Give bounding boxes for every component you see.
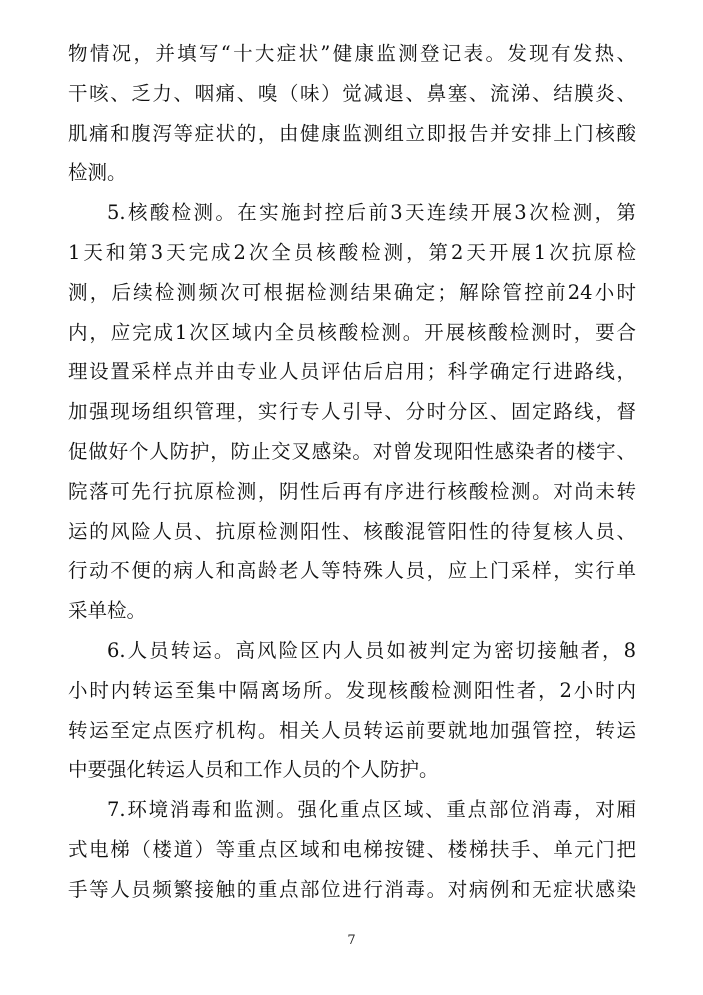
paragraph-personnel-transfer	[68, 631, 636, 790]
paragraph-nucleic-acid-testing	[68, 193, 636, 631]
text-line: 理设置采样点并由专业人员评估后启用；科学确定行进路线，	[68, 360, 636, 384]
paragraph-disinfection-monitoring	[68, 790, 636, 909]
text-line: 干咳、乏力、咽痛、嗅（味）觉减退、鼻塞、流涕、结膜炎、	[68, 81, 636, 105]
text-line: 转运至定点医疗机构。相关人员转运前要就地加强管控，转运	[68, 718, 636, 742]
text-line: 行动不便的病人和高龄老人等特殊人员，应上门采样，实行单	[68, 559, 636, 583]
text-line: 肌痛和腹泻等症状的，由健康监测组立即报告并安排上门核酸	[68, 121, 636, 145]
paragraph-health-monitoring	[68, 34, 636, 193]
text-line: 测，后续检测频次可根据检测结果确定；解除管控前24小时	[68, 280, 636, 304]
text-line: 7.环境消毒和监测。强化重点区域、重点部位消毒，对厢	[107, 798, 636, 822]
text-line: 小时内转运至集中隔离场所。发现核酸检测阳性者，2小时内	[68, 678, 636, 702]
text-line: 物情况，并填写“十大症状”健康监测登记表。发现有发热、	[68, 42, 636, 65]
text-line: 6.人员转运。高风险区内人员如被判定为密切接触者，8	[107, 638, 636, 662]
text-line: 手等人员频繁接触的重点部位进行消毒。对病例和无症状感染	[68, 877, 636, 901]
text-line: 检测。	[68, 161, 127, 185]
text-line: 院落可先行抗原检测，阴性后再有序进行核酸检测。对尚未转	[68, 479, 636, 503]
text-line: 内，应完成1次区域内全员核酸检测。开展核酸检测时，要合	[68, 320, 636, 344]
text-line: 1天和第3天完成2次全员核酸检测，第2天开展1次抗原检	[68, 240, 636, 264]
page-number: 7	[347, 933, 356, 948]
document-body	[68, 34, 636, 910]
text-line: 采单检。	[68, 599, 147, 623]
text-line: 式电梯（楼道）等重点区域和电梯按键、楼梯扶手、单元门把	[68, 837, 636, 861]
text-line: 加强现场组织管理，实行专人引导、分时分区、固定路线，督	[68, 400, 636, 424]
text-line: 中要强化转运人员和工作人员的个人防护。	[68, 758, 439, 782]
text-line: 促做好个人防护，防止交叉感染。对曾发现阳性感染者的楼宇、	[68, 439, 636, 463]
text-line: 5.核酸检测。在实施封控后前3天连续开展3次检测，第	[107, 201, 636, 225]
text-line: 运的风险人员、抗原检测阳性、核酸混管阳性的待复核人员、	[68, 519, 636, 543]
